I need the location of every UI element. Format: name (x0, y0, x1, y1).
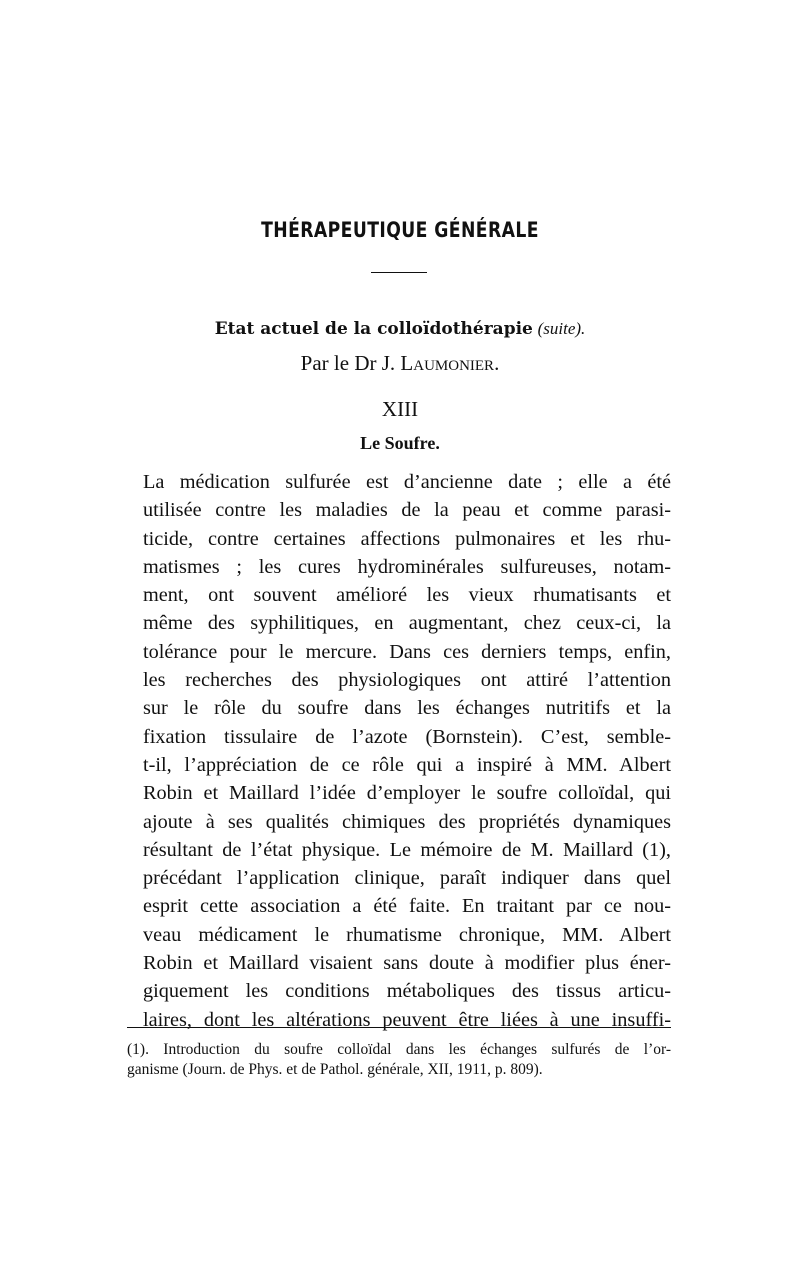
section-number: XIII (381, 397, 419, 421)
body-line: veau médicament le rhumatisme chronique, MM. Albert (143, 923, 671, 946)
body-line: giquement les conditions métaboliques des tissus articu- (143, 980, 671, 1003)
body-line: sur le rôle du soufre dans les échanges nutritifs et la (143, 697, 671, 720)
body-line: précédant l’application clinique, paraît indiquer dans quel (143, 867, 671, 890)
body-line: les recherches des physiologiques ont attiré l’attention (143, 669, 671, 692)
footnote-line: (1). Introduction du soufre colloïdal dans les échanges sulfurés de l’or- (127, 1041, 671, 1058)
footnote (127, 1040, 671, 1080)
body-line: ment, ont souvent amélioré les vieux rhumatisants et (143, 584, 671, 607)
body-line: Robin et Maillard l’idée d’employer le soufre colloïdal, qui (143, 782, 671, 805)
byline-author: Laumonier. (400, 351, 500, 375)
footnote-divider (127, 1027, 671, 1028)
body-line: résultant de l’état physique. Le mémoire de M. Maillard (1), (143, 838, 671, 861)
section-header: THÉRAPEUTIQUE GÉNÉRALE (261, 218, 539, 242)
byline-prefix: Par le Dr J. (300, 351, 396, 375)
article-title-text: Etat actuel de la colloïdothérapie (214, 319, 533, 339)
body-line: La médication sulfurée est d’ancienne date ; elle a été (143, 471, 671, 493)
body-line: esprit cette association a été faite. En traitant par ce nou- (143, 895, 671, 918)
section-title: Le Soufre. (360, 433, 440, 453)
body-line: même des syphilitiques, en augmentant, chez ceux-ci, la (143, 612, 671, 635)
footnote-line: ganisme (Journ. de Phys. et de Pathol. générale, XII, 1911, p. 809). (127, 1061, 543, 1078)
body-line: ticide, contre certaines affections pulmonaires et les rhu- (143, 527, 671, 550)
body-line: fixation tissulaire de l’azote (Bornstein). C’est, semble- (143, 725, 671, 748)
body-line: matismes ; les cures hydrominérales sulfureuses, notam- (143, 555, 671, 578)
body-line: utilisée contre les maladies de la peau et comme parasi- (143, 499, 671, 522)
header-divider (371, 272, 427, 273)
article-title-suffix: (suite). (537, 319, 586, 338)
body-text (143, 468, 671, 1034)
body-line: Robin et Maillard visaient sans doute à modifier plus éner- (143, 952, 671, 975)
body-line: ajoute à ses qualités chimiques des propriétés dynamiques (143, 810, 671, 833)
body-line: t-il, l’appréciation de ce rôle qui a inspiré à MM. Albert (143, 753, 671, 776)
body-line: laires, dont les altérations peuvent être liées à une insuffi- (143, 1008, 671, 1031)
article-title (0, 318, 800, 340)
byline (0, 351, 800, 376)
body-line: tolérance pour le mercure. Dans ces derniers temps, enfin, (143, 640, 671, 663)
